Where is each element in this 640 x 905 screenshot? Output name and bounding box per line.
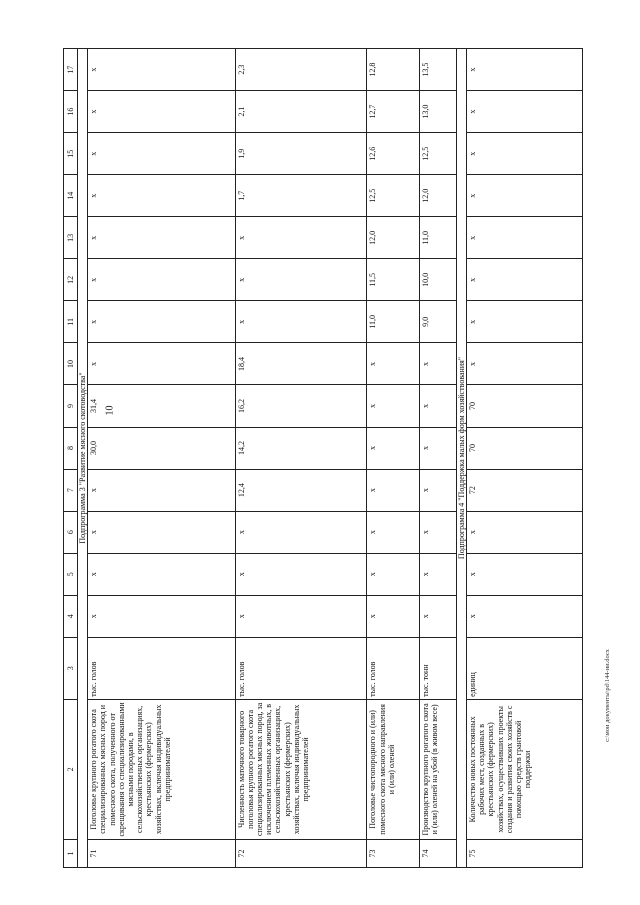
indicator-name: Численность маточного товарного поголовья крупного рогатого скота специализированных мясных пород, за исключением племенных животных, в сельскохозяйственных организациях, крестьянских (фермерских) хозяйствах, включая индивидуальных предпринимателей: [235, 699, 367, 839]
indicator-name: Поголовье чистопородного и (или) помесного скота мясного направления и (или) оленей: [367, 699, 420, 839]
row-number: 75: [467, 839, 583, 867]
value-cell: 16,2: [235, 385, 367, 427]
value-cell: х: [367, 595, 420, 637]
value-cell: 2,3: [235, 49, 367, 91]
header-cell: 7: [64, 469, 78, 511]
value-cell: х: [467, 259, 583, 301]
header-cell: 1: [64, 839, 78, 867]
value-cell: х: [88, 469, 236, 511]
value-cell: х: [467, 175, 583, 217]
value-cell: 18,4: [235, 343, 367, 385]
value-cell: х: [420, 343, 457, 385]
value-cell: х: [88, 175, 236, 217]
value-cell: х: [420, 469, 457, 511]
value-cell: х: [367, 553, 420, 595]
value-cell: х: [467, 49, 583, 91]
table-row: [88, 49, 236, 868]
value-cell: 1,7: [235, 175, 367, 217]
value-cell: х: [88, 595, 236, 637]
value-cell: 12,4: [235, 469, 367, 511]
value-cell: 31,4: [88, 385, 236, 427]
header-cell: 9: [64, 385, 78, 427]
value-cell: х: [467, 595, 583, 637]
value-cell: х: [420, 427, 457, 469]
value-cell: х: [420, 595, 457, 637]
header-cell: 12: [64, 259, 78, 301]
value-cell: х: [367, 343, 420, 385]
value-cell: х: [88, 217, 236, 259]
value-cell: х: [235, 259, 367, 301]
value-cell: х: [467, 133, 583, 175]
value-cell: х: [367, 385, 420, 427]
value-cell: 12,0: [420, 175, 457, 217]
subprogram-row: [78, 49, 88, 868]
unit-cell: тыс. голов: [367, 637, 420, 699]
header-row: [64, 49, 78, 868]
row-number: 73: [367, 839, 420, 867]
header-cell: 6: [64, 511, 78, 553]
indicator-name: Количество новых постоянных рабочих мест, созданных в крестьянских (фермерских) хозяйствах, осуществивших проекты создания и развития своих хозяйств с помощью средств грантовой поддержки: [467, 699, 583, 839]
row-number: 71: [88, 839, 236, 867]
header-cell: 8: [64, 427, 78, 469]
subprogram-title: Подпрограмма 3 "Развитие мясного скотоводства": [78, 49, 88, 868]
row-number: 74: [420, 839, 457, 867]
header-cell: 4: [64, 595, 78, 637]
value-cell: 14,2: [235, 427, 367, 469]
value-cell: х: [367, 469, 420, 511]
value-cell: 2,1: [235, 91, 367, 133]
indicators-table: [63, 48, 583, 868]
table-row: [235, 49, 367, 868]
value-cell: х: [235, 301, 367, 343]
footer-file-path: [600, 530, 614, 860]
value-cell: 12,7: [367, 91, 420, 133]
value-cell: 72: [467, 469, 583, 511]
value-cell: х: [235, 553, 367, 595]
value-cell: 11,0: [367, 301, 420, 343]
value-cell: 13,0: [420, 91, 457, 133]
subprogram-title: Подпрограмма 4 "Поддержка малых форм хозяйствования": [456, 49, 466, 868]
table-row: [367, 49, 420, 868]
subprogram-row: [456, 49, 466, 868]
value-cell: 13,5: [420, 49, 457, 91]
header-cell: 5: [64, 553, 78, 595]
value-cell: х: [88, 259, 236, 301]
header-cell: 10: [64, 343, 78, 385]
table-row: [420, 49, 457, 868]
footer-path-text: c:\мои документы\pd\144-ии.docx: [603, 648, 611, 742]
value-cell: 70: [467, 427, 583, 469]
header-cell: 11: [64, 301, 78, 343]
value-cell: х: [235, 217, 367, 259]
value-cell: х: [467, 217, 583, 259]
indicator-name: Производство крупного рогатого скота и (или) оленей на убой (в живом весе): [420, 699, 457, 839]
value-cell: х: [88, 553, 236, 595]
value-cell: 12,0: [367, 217, 420, 259]
header-cell: 3: [64, 637, 78, 699]
header-cell: 17: [64, 49, 78, 91]
value-cell: х: [467, 301, 583, 343]
value-cell: 1,9: [235, 133, 367, 175]
value-cell: х: [467, 553, 583, 595]
header-cell: 15: [64, 133, 78, 175]
value-cell: х: [467, 511, 583, 553]
value-cell: 12,5: [420, 133, 457, 175]
unit-cell: тыс. голов: [235, 637, 367, 699]
value-cell: 30,0: [88, 427, 236, 469]
value-cell: 12,8: [367, 49, 420, 91]
row-number: 72: [235, 839, 367, 867]
value-cell: х: [235, 595, 367, 637]
value-cell: х: [88, 511, 236, 553]
value-cell: х: [88, 49, 236, 91]
value-cell: х: [420, 553, 457, 595]
indicator-name: Поголовье крупного рогатого скота специализированных мясных пород и помесного скота, полученного от скрещивания со специализированными мясными породами, в сельскохозяйственных организациях, крестьянских (фермерских) хозяйствах, включая индивидуальных предпринимателей: [88, 699, 236, 839]
value-cell: х: [88, 133, 236, 175]
unit-cell: тыс. голов: [88, 637, 236, 699]
value-cell: х: [235, 511, 367, 553]
value-cell: х: [467, 343, 583, 385]
header-cell: 13: [64, 217, 78, 259]
unit-cell: тыс. тонн: [420, 637, 457, 699]
value-cell: х: [467, 91, 583, 133]
header-cell: 16: [64, 91, 78, 133]
value-cell: 70: [467, 385, 583, 427]
value-cell: 11,0: [420, 217, 457, 259]
value-cell: х: [367, 427, 420, 469]
value-cell: 9,0: [420, 301, 457, 343]
value-cell: 11,5: [367, 259, 420, 301]
unit-cell: единиц: [467, 637, 583, 699]
value-cell: х: [88, 91, 236, 133]
value-cell: 12,5: [367, 175, 420, 217]
value-cell: х: [88, 343, 236, 385]
value-cell: х: [420, 511, 457, 553]
rotated-table-container: [63, 48, 583, 868]
value-cell: х: [420, 385, 457, 427]
header-cell: 2: [64, 699, 78, 839]
table-row: [467, 49, 583, 868]
header-cell: 14: [64, 175, 78, 217]
value-cell: х: [367, 511, 420, 553]
value-cell: х: [88, 301, 236, 343]
value-cell: 10,0: [420, 259, 457, 301]
page-number-text: 10: [104, 405, 116, 415]
value-cell: 12,6: [367, 133, 420, 175]
